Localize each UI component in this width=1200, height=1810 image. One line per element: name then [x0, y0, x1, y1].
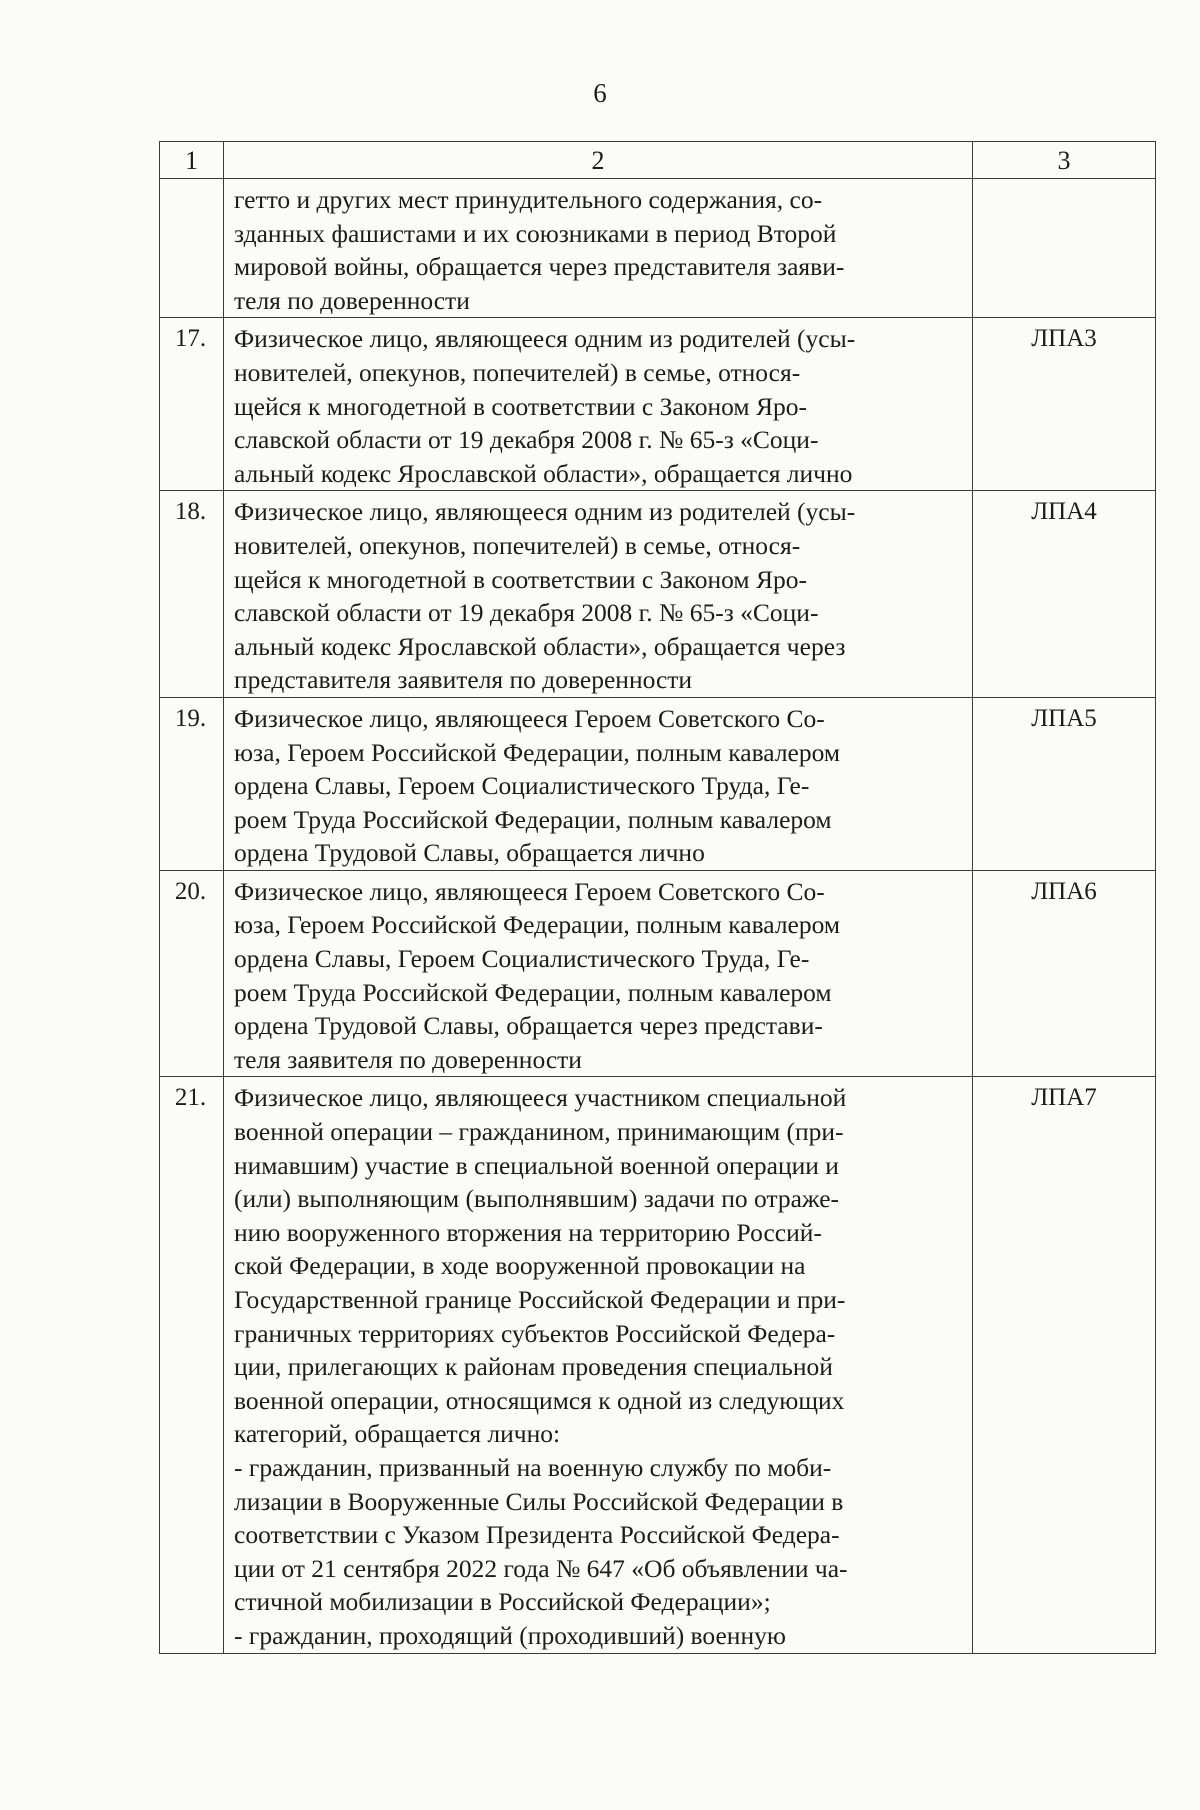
row-number: 17. [160, 318, 224, 491]
description-line: щейся к многодетной в соответствии с Законом Яро- [234, 564, 807, 594]
description-line: зданных фашистами и их союзниками в период Второй [234, 218, 837, 248]
description-line: юза, Героем Российской Федерации, полным кавалером [234, 910, 841, 940]
row-code [973, 179, 1156, 318]
description-line: гетто и других мест принудительного содержания, со- [234, 185, 823, 214]
description-line: теля заявителя по доверенности [234, 1044, 582, 1074]
description-line: ордена Славы, Героем Социалистического Труда, Ге- [234, 771, 810, 801]
description-line: новителей, опекунов, попечителей) в семье, относя- [234, 530, 801, 560]
description-line: новителей, опекунов, попечителей) в семье, относя- [234, 357, 801, 387]
row-code: ЛПА7 [973, 1077, 1156, 1653]
row-code: ЛПА6 [973, 870, 1156, 1077]
description-line: категорий, обращается лично: [234, 1419, 561, 1449]
table-row [160, 697, 1156, 870]
description-line: роем Труда Российской Федерации, полным кавалером [234, 804, 832, 834]
description-line: соответствии с Указом Президента Российской Федера- [234, 1520, 840, 1550]
description-line: военной операции, относящимся к одной из следующих [234, 1385, 845, 1415]
description-line: Физическое лицо, являющееся одним из родителей (усы- [234, 324, 856, 354]
description-line: ской Федерации, в ходе вооруженной провокации на [234, 1251, 806, 1281]
row-description [224, 1077, 973, 1653]
description-line: ции от 21 сентября 2022 года № 647 «Об объявлении ча- [234, 1553, 848, 1583]
description-line: (или) выполняющим (выполнявшим) задачи по отраже- [234, 1184, 840, 1214]
row-number: 21. [160, 1077, 224, 1653]
table-header-row [160, 142, 1156, 179]
document-table [159, 141, 1156, 1654]
description-line: ции, прилегающих к районам проведения специальной [234, 1352, 833, 1382]
description-line: ордена Славы, Героем Социалистического Труда, Ге- [234, 944, 810, 974]
row-number: 19. [160, 697, 224, 870]
column-header-3: 3 [973, 142, 1156, 179]
description-line: щейся к многодетной в соответствии с Законом Яро- [234, 391, 807, 421]
description-line: юза, Героем Российской Федерации, полным кавалером [234, 737, 841, 767]
description-line: представителя заявителя по доверенности [234, 665, 693, 695]
row-code: ЛПА4 [973, 491, 1156, 698]
table-row [160, 318, 1156, 491]
description-line: Физическое лицо, являющееся одним из родителей (усы- [234, 497, 856, 527]
description-line: стичной мобилизации в Российской Федерации»; [234, 1587, 771, 1617]
description-line: граничных территориях субъектов Российской Федера- [234, 1318, 836, 1348]
description-line: нимавшим) участие в специальной военной операции и [234, 1150, 839, 1180]
description-line: военной операции – гражданином, принимающим (при- [234, 1117, 844, 1147]
description-line: ордена Трудовой Славы, обращается через представи- [234, 1011, 823, 1041]
page-number: 6 [593, 78, 607, 108]
description-line: - гражданин, проходящий (проходивший) военную [234, 1620, 786, 1650]
description-line: альный кодекс Ярославской области», обращается через [234, 631, 846, 661]
description-line: альный кодекс Ярославской области», обращается лично [234, 458, 853, 488]
description-line: славской области от 19 декабря 2008 г. № 65-з «Соци- [234, 598, 819, 628]
description-line: Физическое лицо, являющееся Героем Советского Со- [234, 703, 825, 733]
description-line: - гражданин, призванный на военную службу по моби- [234, 1452, 832, 1482]
description-line: роем Труда Российской Федерации, полным кавалером [234, 977, 832, 1007]
description-line: Физическое лицо, являющееся Героем Советского Со- [234, 876, 825, 906]
row-number [160, 179, 224, 318]
description-line: славской области от 19 декабря 2008 г. № 65-з «Соци- [234, 425, 819, 455]
row-description [224, 697, 973, 870]
description-line: ордена Трудовой Славы, обращается лично [234, 838, 705, 868]
description-line: мировой войны, обращается через представителя заяви- [234, 252, 845, 282]
column-header-2: 2 [224, 142, 973, 179]
table-row [160, 491, 1156, 698]
row-number: 20. [160, 870, 224, 1077]
row-description [224, 870, 973, 1077]
row-number: 18. [160, 491, 224, 698]
description-line: теля по доверенности [234, 285, 470, 315]
description-line: нию вооруженного вторжения на территорию Россий- [234, 1217, 822, 1247]
description-line: Физическое лицо, являющееся участником специальной [234, 1083, 847, 1113]
description-line: лизации в Вооруженные Силы Российской Федерации в [234, 1486, 844, 1516]
table-row [160, 870, 1156, 1077]
row-code: ЛПА5 [973, 697, 1156, 870]
row-description [224, 318, 973, 491]
description-line: Государственной границе Российской Федерации и при- [234, 1285, 846, 1314]
table-row [160, 1077, 1156, 1653]
table-row [160, 179, 1156, 318]
row-description [224, 491, 973, 698]
row-code: ЛПА3 [973, 318, 1156, 491]
column-header-1: 1 [160, 142, 224, 179]
row-description [224, 179, 973, 318]
